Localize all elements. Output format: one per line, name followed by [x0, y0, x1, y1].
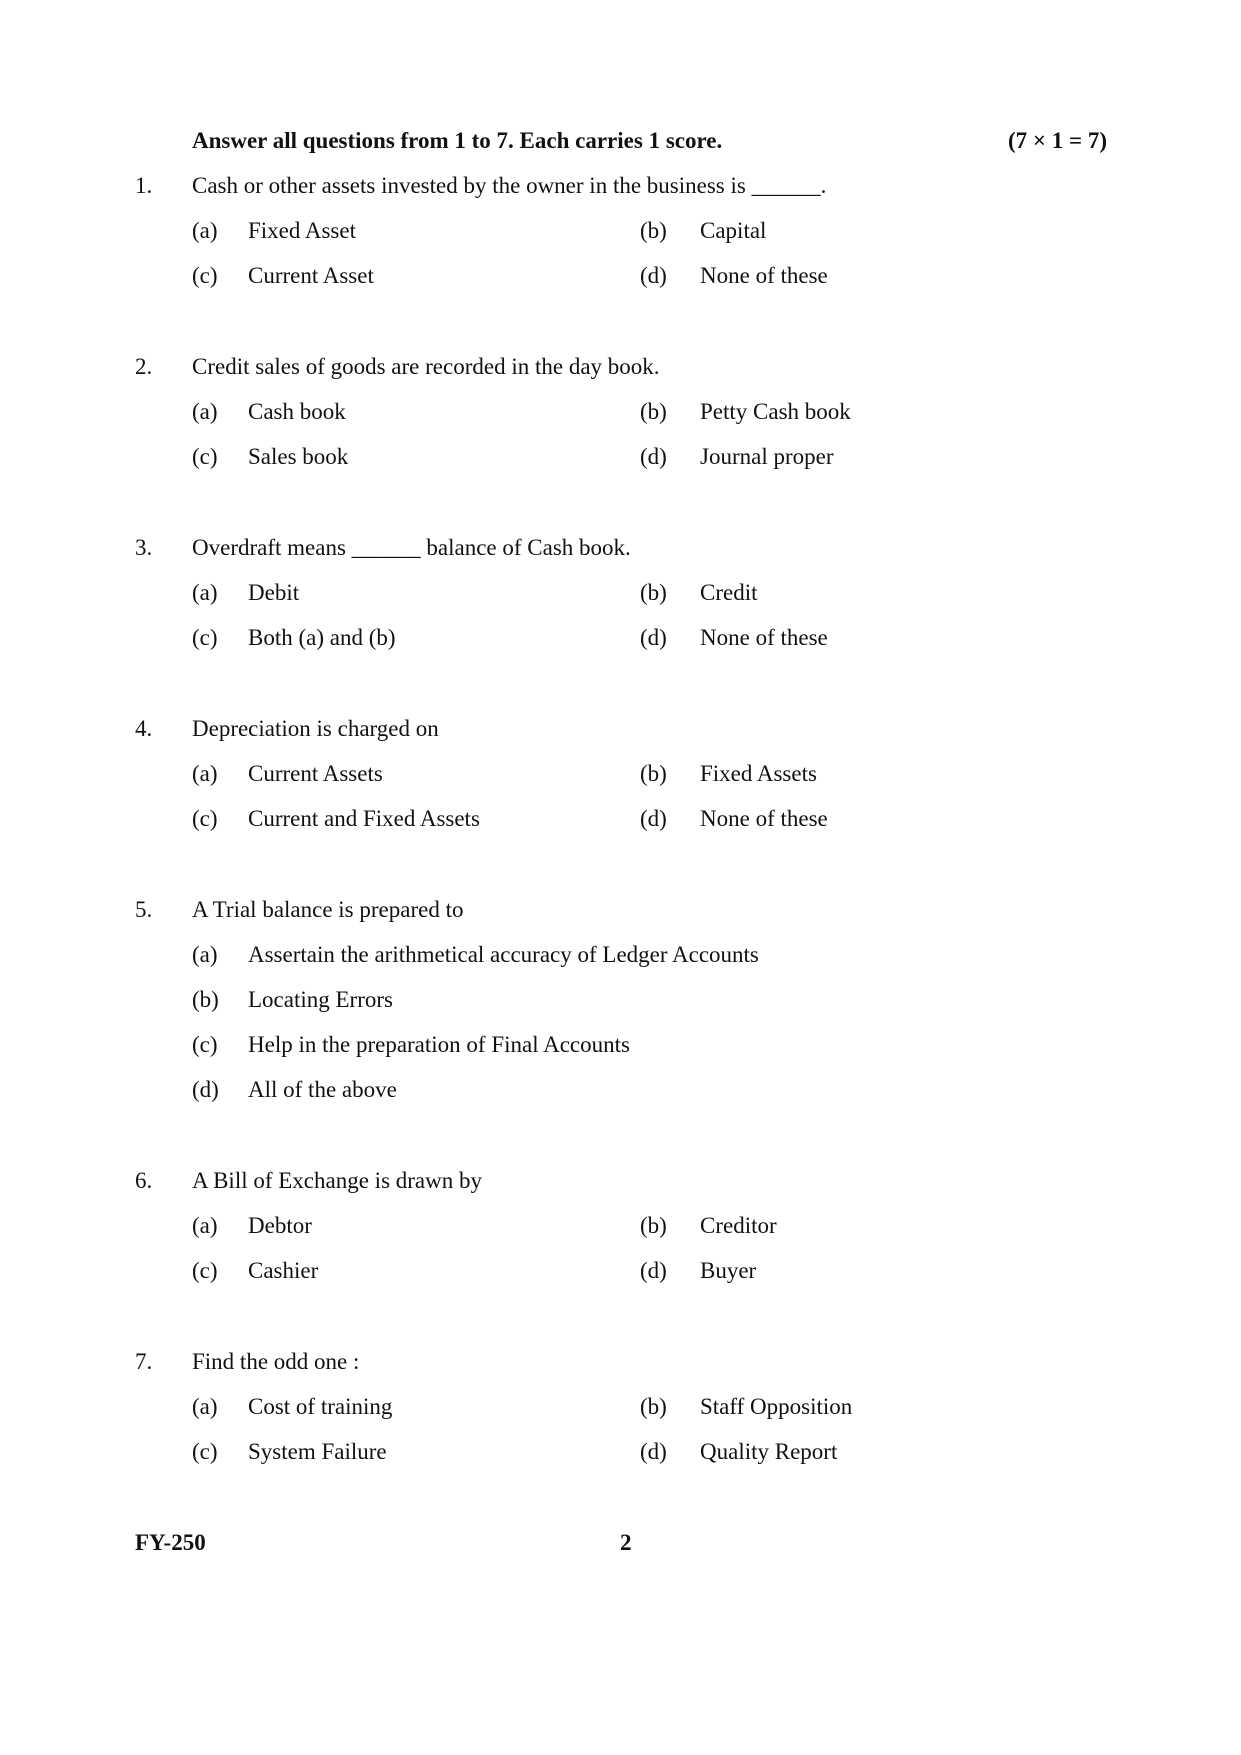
- option-text: Cost of training: [248, 1394, 393, 1419]
- question-number: 2.: [135, 354, 153, 379]
- option-letter: (d): [640, 1439, 667, 1464]
- option-row: [0, 751, 1241, 796]
- option-letter: (a): [192, 761, 218, 786]
- option-text: Both (a) and (b): [248, 625, 396, 650]
- option-text: Current Assets: [248, 761, 383, 786]
- page-footer: [0, 1520, 1241, 1565]
- question-stem: [0, 1158, 1241, 1203]
- question-text: A Bill of Exchange is drawn by: [192, 1168, 483, 1193]
- question-5: [0, 887, 1241, 1112]
- question-6: [0, 1158, 1241, 1293]
- option-letter: (b): [640, 399, 667, 424]
- question-number: 6.: [135, 1168, 153, 1193]
- option-row: [0, 253, 1241, 298]
- option-text: None of these: [700, 625, 828, 650]
- option-text: Assertain the arithmetical accuracy of Ledger Accounts: [248, 942, 759, 967]
- option-letter: (a): [192, 580, 218, 605]
- option-letter: (c): [192, 806, 218, 831]
- question-number: 7.: [135, 1349, 153, 1374]
- option-letter: (d): [192, 1077, 219, 1102]
- option-letter: (b): [640, 761, 667, 786]
- option-text: Current and Fixed Assets: [248, 806, 480, 831]
- question-text: Find the odd one :: [192, 1349, 360, 1374]
- option-row: [0, 1248, 1241, 1293]
- option-row: [0, 1384, 1241, 1429]
- question-number: 5.: [135, 897, 153, 922]
- question-number: 4.: [135, 716, 153, 741]
- option-row: [0, 1022, 1241, 1067]
- option-row: [0, 977, 1241, 1022]
- option-text: Debtor: [248, 1213, 312, 1238]
- question-list: [0, 163, 1241, 1474]
- question-stem: [0, 1339, 1241, 1384]
- question-4: [0, 706, 1241, 841]
- option-letter: (c): [192, 625, 218, 650]
- question-2: [0, 344, 1241, 479]
- question-stem: [0, 163, 1241, 208]
- question-stem: [0, 344, 1241, 389]
- option-letter: (b): [640, 218, 667, 243]
- option-text: Fixed Asset: [248, 218, 356, 243]
- question-text: Credit sales of goods are recorded in the day book.: [192, 354, 660, 379]
- option-text: Locating Errors: [248, 987, 393, 1012]
- option-text: Current Asset: [248, 263, 374, 288]
- option-letter: (d): [640, 1258, 667, 1283]
- question-stem: [0, 525, 1241, 570]
- question-number: 1.: [135, 173, 153, 198]
- option-text: Fixed Assets: [700, 761, 817, 786]
- option-row: [0, 932, 1241, 977]
- option-letter: (c): [192, 1258, 218, 1283]
- option-letter: (a): [192, 942, 218, 967]
- option-row: [0, 570, 1241, 615]
- option-text: Sales book: [248, 444, 349, 469]
- option-row: [0, 208, 1241, 253]
- option-row: [0, 1429, 1241, 1474]
- option-letter: (d): [640, 806, 667, 831]
- option-letter: (c): [192, 1439, 218, 1464]
- question-1: [0, 163, 1241, 298]
- option-letter: (c): [192, 444, 218, 469]
- section-header: [0, 118, 1241, 163]
- option-text: Petty Cash book: [700, 399, 851, 424]
- option-letter: (c): [192, 263, 218, 288]
- instructions: Answer all questions from 1 to 7. Each carries 1 score.: [192, 128, 723, 153]
- page-number: 2: [620, 1530, 632, 1555]
- option-text: Help in the preparation of Final Accounts: [248, 1032, 630, 1057]
- option-letter: (a): [192, 218, 218, 243]
- option-text: Debit: [248, 580, 300, 605]
- option-letter: (b): [640, 580, 667, 605]
- option-row: [0, 1067, 1241, 1112]
- option-text: System Failure: [248, 1439, 387, 1464]
- question-stem: [0, 706, 1241, 751]
- paper-code: FY-250: [135, 1530, 206, 1555]
- option-letter: (d): [640, 444, 667, 469]
- option-letter: (b): [640, 1394, 667, 1419]
- option-text: Staff Opposition: [700, 1394, 853, 1419]
- option-row: [0, 796, 1241, 841]
- question-text: A Trial balance is prepared to: [192, 897, 464, 922]
- option-text: Credit: [700, 580, 758, 605]
- option-text: Cash book: [248, 399, 346, 424]
- option-letter: (b): [640, 1213, 667, 1238]
- option-text: All of the above: [248, 1077, 397, 1102]
- option-row: [0, 1203, 1241, 1248]
- option-row: [0, 389, 1241, 434]
- option-letter: (a): [192, 1394, 218, 1419]
- option-text: Journal proper: [700, 444, 834, 469]
- option-letter: (d): [640, 263, 667, 288]
- option-row: [0, 434, 1241, 479]
- option-text: None of these: [700, 806, 828, 831]
- option-row: [0, 615, 1241, 660]
- option-letter: (c): [192, 1032, 218, 1057]
- question-text: Depreciation is charged on: [192, 716, 439, 741]
- option-letter: (b): [192, 987, 219, 1012]
- option-text: None of these: [700, 263, 828, 288]
- marks-scheme: (7 × 1 = 7): [1008, 128, 1108, 153]
- question-text: Cash or other assets invested by the owner in the business is ______.: [192, 173, 827, 198]
- question-number: 3.: [135, 535, 153, 560]
- question-7: [0, 1339, 1241, 1474]
- option-text: Capital: [700, 218, 767, 243]
- option-text: Cashier: [248, 1258, 319, 1283]
- option-text: Buyer: [700, 1258, 757, 1283]
- option-letter: (a): [192, 399, 218, 424]
- question-stem: [0, 887, 1241, 932]
- exam-page: [0, 118, 1241, 1565]
- option-text: Quality Report: [700, 1439, 838, 1464]
- question-3: [0, 525, 1241, 660]
- option-letter: (a): [192, 1213, 218, 1238]
- option-letter: (d): [640, 625, 667, 650]
- option-text: Creditor: [700, 1213, 777, 1238]
- question-text: Overdraft means ______ balance of Cash book.: [192, 535, 631, 560]
